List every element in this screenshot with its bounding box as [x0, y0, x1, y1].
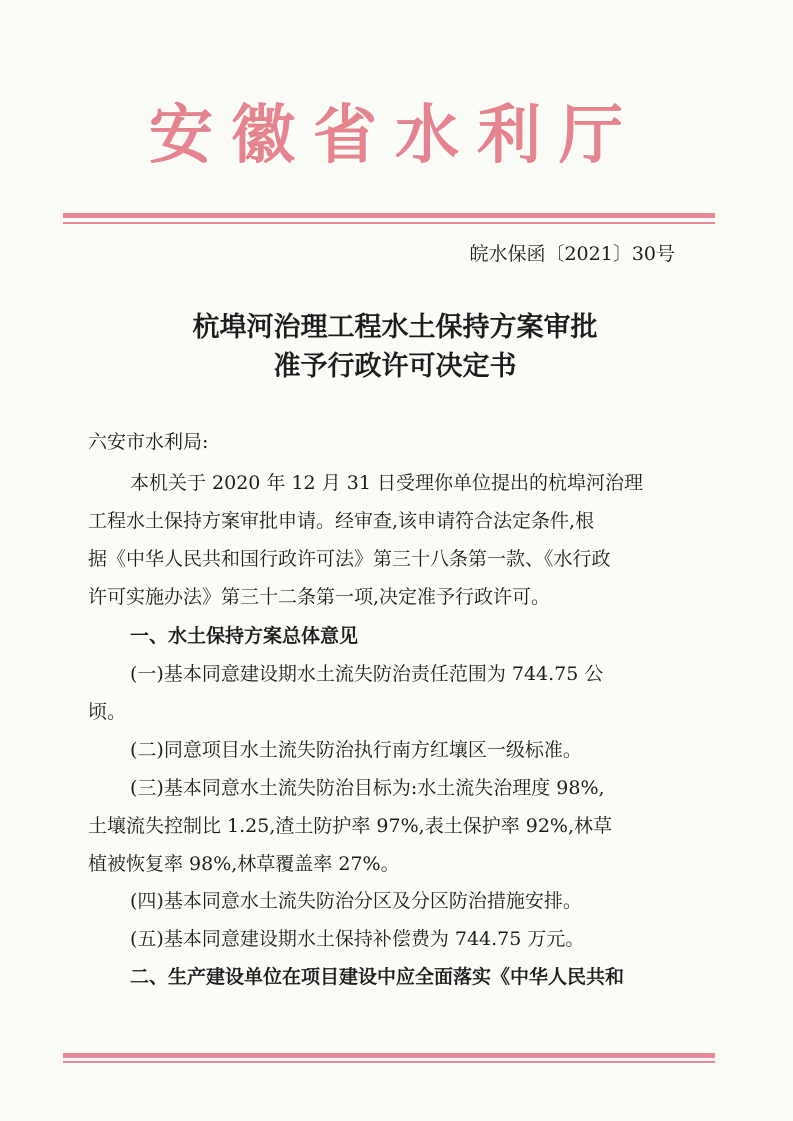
letterhead-rule-thick	[63, 213, 715, 218]
document-number: 皖水保函〔2021〕30号	[469, 243, 675, 265]
intro-line-4: 许可实施办法》第三十二条第一项,决定准予行政许可。	[88, 586, 551, 608]
intro-line-3: 据《中华人民共和国行政许可法》第三十八条第一款、《水行政	[88, 548, 611, 570]
document-title-line-1: 杭埠河治理工程水土保持方案审批	[192, 312, 598, 343]
section-1-heading: 一、水土保持方案总体意见	[130, 625, 359, 647]
item-3-line-1: (三)基本同意水土流失防治目标为:水土流失治理度 98%,	[130, 777, 605, 799]
footer-rule-thick	[63, 1053, 715, 1058]
item-1-line-2: 顷。	[88, 701, 127, 723]
item-1-line-1: (一)基本同意建设期水土流失防治责任范围为 744.75 公	[130, 663, 604, 685]
letterhead-rule-thin	[63, 222, 715, 224]
item-3-line-3: 植被恢复率 98%,林草覆盖率 27%。	[88, 853, 400, 875]
letterhead-title: 安徽省水利厅	[149, 98, 641, 173]
section-2-line-1: 二、生产建设单位在项目建设中应全面落实《中华人民共和	[130, 966, 625, 988]
intro-line-2: 工程水土保持方案审批申请。经审查,该申请符合法定条件,根	[88, 510, 595, 532]
document-title-line-2: 准予行政许可决定书	[273, 351, 517, 382]
addressee: 六安市水利局:	[88, 431, 209, 453]
item-4-line-1: (四)基本同意水土流失防治分区及分区防治措施安排。	[130, 890, 582, 912]
item-2-line-1: (二)同意项目水土流失防治执行南方红壤区一级标准。	[130, 739, 582, 761]
item-3-line-2: 土壤流失控制比 1.25,渣土防护率 97%,表土保护率 92%,林草	[88, 815, 613, 837]
footer-rule-thin	[63, 1061, 715, 1063]
intro-line-1: 本机关于 2020 年 12 月 31 日受理你单位提出的杭埠河治理	[130, 472, 643, 494]
item-5-line-1: (五)基本同意建设期水土保持补偿费为 744.75 万元。	[130, 928, 585, 950]
